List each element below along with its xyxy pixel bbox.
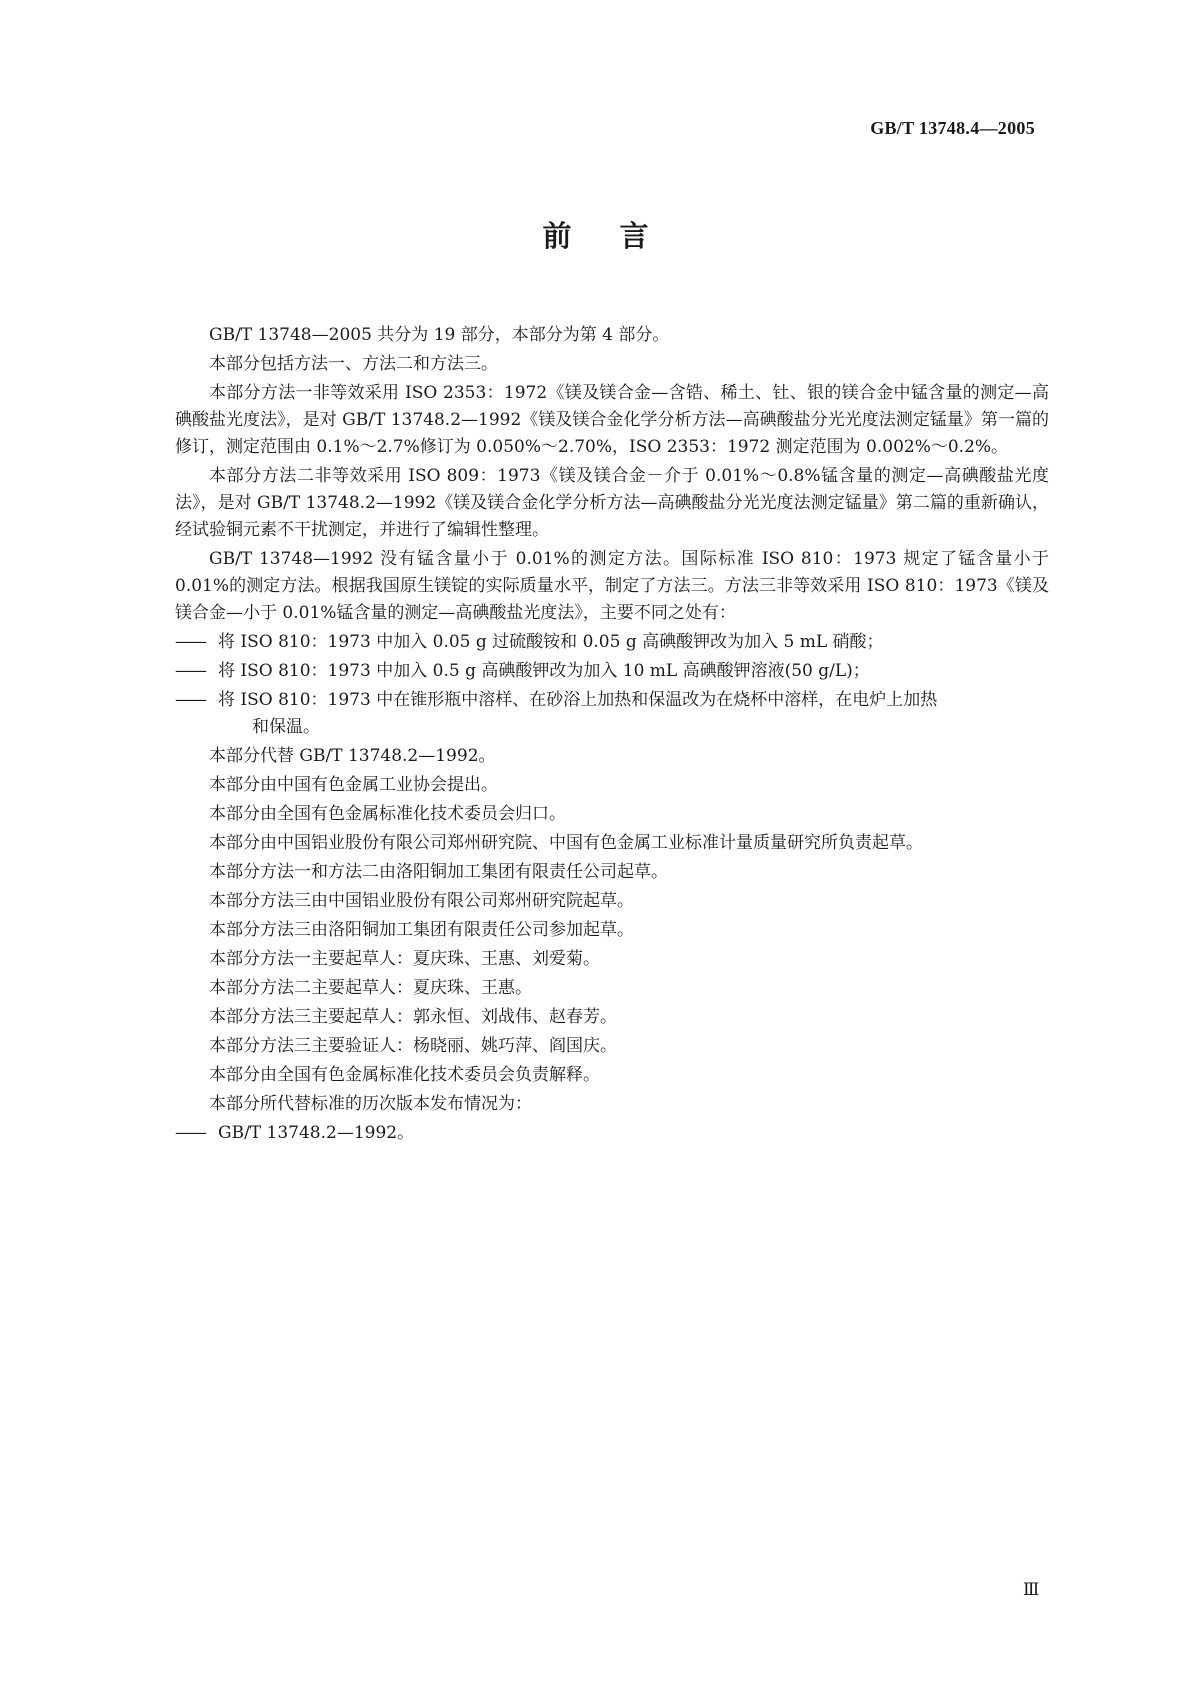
paragraph-method-two: 本部分方法二非等效采用 ISO 809：1973《镁及镁合金－介于 0.01%～0.8%锰含量的测定—高碘酸盐光度法》，是对 GB/T 13748.2—1992《镁及镁合金化学分析方法—高碘酸盐分光光度法测定锰量》第二篇的重新确认，经试验铜元素不干扰测定，并进行了编辑性整理。 (175, 466, 1049, 540)
difference-text: 将 ISO 810：1973 中加入 0.05 g 过硫酸铵和 0.05 g 高碘酸钾改为加入 5 mL 硝酸； (218, 632, 884, 652)
statement-interpretation: 本部分由全国有色金属标准化技术委员会负责解释。 (209, 1065, 600, 1085)
paragraph-method-one: 本部分方法一非等效采用 ISO 2353：1972《镁及镁合金—含锆、稀土、钍、银的镁合金中锰含量的测定—高碘酸盐光度法》，是对 GB/T 13748.2—1992《镁及镁合金化学分析方法—高碘酸盐分光光度法测定锰量》第一篇的修订，测定范围由 0.1%～2.7%修订为 0.050%～2.70%，ISO 2353：1972 测定范围为 0.002%～0.2%。 (175, 383, 1049, 457)
dash-mark: —— (175, 661, 205, 681)
difference-item (175, 687, 1049, 741)
dash-mark: —— (175, 632, 205, 652)
statement-method-three-verifiers: 本部分方法三主要验证人：杨晓丽、姚巧萍、阎国庆。 (209, 1036, 617, 1056)
page-title: 前言 (542, 219, 697, 253)
statement-proposed-by: 本部分由中国有色金属工业协会提出。 (209, 775, 498, 795)
page-number: Ⅲ (1023, 1580, 1040, 1599)
difference-item (175, 629, 1049, 656)
paragraph-parts: GB/T 13748—2005 共分为 19 部分，本部分为第 4 部分。 (209, 325, 670, 345)
difference-text-continued: 和保温。 (252, 717, 320, 737)
statement-history-intro: 本部分所代替标准的历次版本发布情况为： (209, 1094, 532, 1114)
difference-item (175, 658, 1049, 685)
statement-method-three-drafter: 本部分方法三由中国铝业股份有限公司郑州研究院起草。 (209, 891, 634, 911)
foreword-body (175, 322, 1049, 1149)
paragraph-method-three: GB/T 13748—1992 没有锰含量小于 0.01%的测定方法。国际标准 ISO 810：1973 规定了锰含量小于 0.01%的测定方法。根据我国原生镁锭的实际质量水平，制定了方法三。方法三非等效采用 ISO 810：1973《镁及镁合金—小于 0.01%锰含量的测定—高碘酸盐光度法》，主要不同之处有： (175, 549, 1049, 623)
dash-mark: —— (175, 1123, 205, 1143)
statement-drafted-by: 本部分由中国铝业股份有限公司郑州研究院、中国有色金属工业标准计量质量研究所负责起草。 (209, 833, 923, 853)
standard-code: GB/T 13748.4—2005 (870, 118, 1035, 138)
dash-mark: —— (175, 690, 205, 710)
history-text: GB/T 13748.2—1992。 (218, 1123, 415, 1143)
statement-method-one-two-drafter: 本部分方法一和方法二由洛阳铜加工集团有限责任公司起草。 (209, 862, 668, 882)
statement-under-jurisdiction: 本部分由全国有色金属标准化技术委员会归口。 (209, 804, 566, 824)
difference-text: 将 ISO 810：1973 中在锥形瓶中溶样、在砂浴上加热和保温改为在烧杯中溶样，在电炉上加热 (218, 690, 938, 710)
statement-method-one-drafters: 本部分方法一主要起草人：夏庆珠、王惠、刘爱菊。 (209, 949, 600, 969)
statement-method-three-drafters: 本部分方法三主要起草人：郭永恒、刘战伟、赵春芳。 (209, 1007, 617, 1027)
statement-replaces: 本部分代替 GB/T 13748.2—1992。 (209, 746, 496, 766)
paragraph-methods: 本部分包括方法一、方法二和方法三。 (209, 354, 498, 374)
statement-method-three-participant: 本部分方法三由洛阳铜加工集团有限责任公司参加起草。 (209, 920, 634, 940)
statement-method-two-drafters: 本部分方法二主要起草人：夏庆珠、王惠。 (209, 978, 532, 998)
difference-text: 将 ISO 810：1973 中加入 0.5 g 高碘酸钾改为加入 10 mL 高碘酸钾溶液(50 g/L)； (218, 661, 870, 681)
history-item (175, 1120, 1049, 1147)
